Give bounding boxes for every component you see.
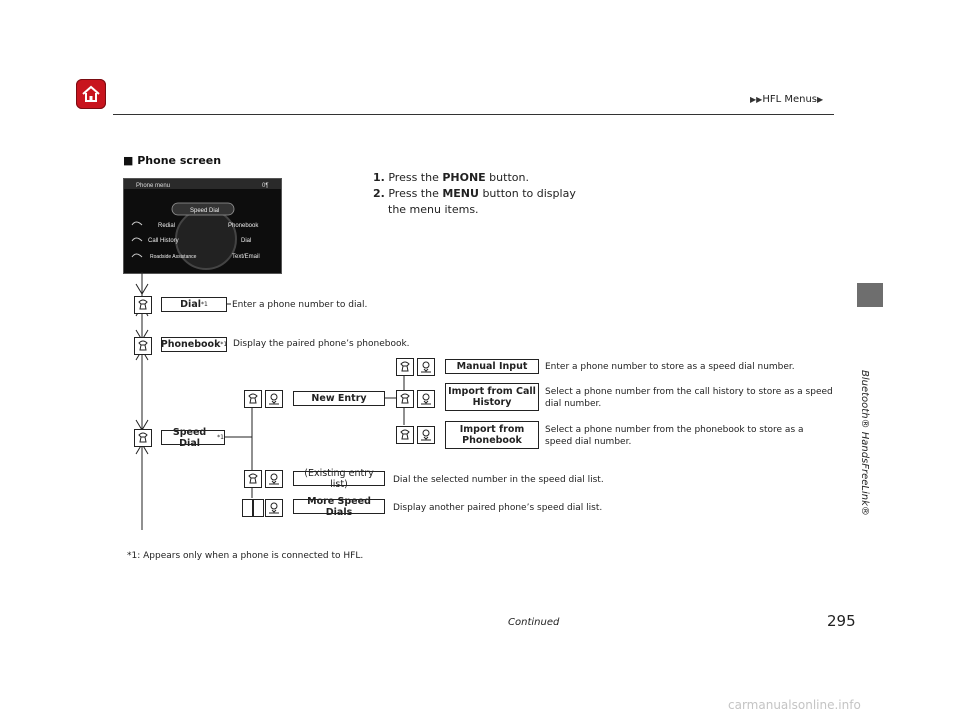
scroll-up-icon [242, 499, 253, 517]
screen-item-call-history: Call History [148, 238, 179, 244]
existing-entry-list-item[interactable]: (Existing entry list) [293, 471, 385, 486]
more-speed-dials-description: Display another paired phone’s speed dial list. [393, 503, 603, 513]
existing-entry-description: Dial the selected number in the speed dial list. [393, 475, 604, 485]
step-2: 2. Press the MENU button to display [373, 187, 576, 200]
breadcrumb-label: HFL Menus [762, 94, 817, 105]
dial-description: Enter a phone number to dial. [232, 300, 368, 310]
import-call-history-menu-item[interactable]: Import from Call History [445, 383, 539, 411]
phone-button-icon [244, 390, 262, 408]
knob-press-icon [265, 470, 283, 488]
svg-text:0¶: 0¶ [262, 183, 269, 189]
scroll-down-icon [253, 499, 264, 517]
new-entry-menu-item[interactable]: New Entry [293, 391, 385, 406]
more-speed-dials-menu-item[interactable]: More Speed Dials [293, 499, 385, 514]
phone-button-icon [134, 296, 152, 314]
knob-press-icon [265, 499, 283, 517]
square-bullet-icon: ■ [123, 154, 134, 167]
double-triangle-icon: ▶▶ [750, 95, 763, 104]
import-call-history-description: Select a phone number from the call history to store as a speed dial number. [545, 387, 833, 409]
knob-press-icon [417, 426, 435, 444]
screen-item-dial: Dial [241, 238, 252, 244]
dial-menu-item[interactable]: Dial *1 [161, 297, 227, 312]
phone-button-icon [396, 358, 414, 376]
section-title: Phone screen [137, 154, 222, 167]
watermark: carmanualsonline.info [728, 698, 861, 712]
phone-button-icon [244, 470, 262, 488]
screen-item-phonebook: Phonebook [228, 223, 259, 229]
knob-press-icon [265, 390, 283, 408]
screen-title: Phone menu [136, 183, 171, 189]
import-phonebook-menu-item[interactable]: Import from Phonebook [445, 421, 539, 449]
screen-item-roadside: Roadside Assistance [150, 254, 197, 260]
step-2-cont: the menu items. [388, 203, 479, 216]
phonebook-description: Display the paired phone’s phonebook. [233, 339, 410, 349]
phone-button-icon [134, 337, 152, 355]
screen-item-speed-dial: Speed Dial [190, 208, 220, 214]
page-number: 295 [827, 612, 856, 630]
footnote: *1: Appears only when a phone is connected to HFL. [127, 551, 364, 561]
manual-input-menu-item[interactable]: Manual Input [445, 359, 539, 374]
phone-button-icon [396, 426, 414, 444]
knob-press-icon [417, 390, 435, 408]
step-1: 1. Press the PHONE button. [373, 171, 529, 184]
triangle-icon: ▶ [817, 95, 824, 104]
phone-button-icon [396, 390, 414, 408]
knob-press-icon [417, 358, 435, 376]
speed-dial-menu-item[interactable]: Speed Dial *1 [161, 430, 225, 445]
phonebook-menu-item[interactable]: Phonebook *1 [160, 339, 228, 350]
continued-label[interactable]: Continued [508, 617, 560, 628]
screen-item-redial: Redial [158, 223, 176, 229]
phone-button-icon [134, 429, 152, 447]
screen-item-text-email: Text/Email [232, 254, 260, 260]
manual-input-description: Enter a phone number to store as a speed dial number. [545, 362, 795, 372]
chapter-label: Bluetooth® HandsFreeLink® [859, 370, 870, 516]
import-phonebook-description: Select a phone number from the phonebook to store as a speed dial number. [545, 425, 804, 447]
